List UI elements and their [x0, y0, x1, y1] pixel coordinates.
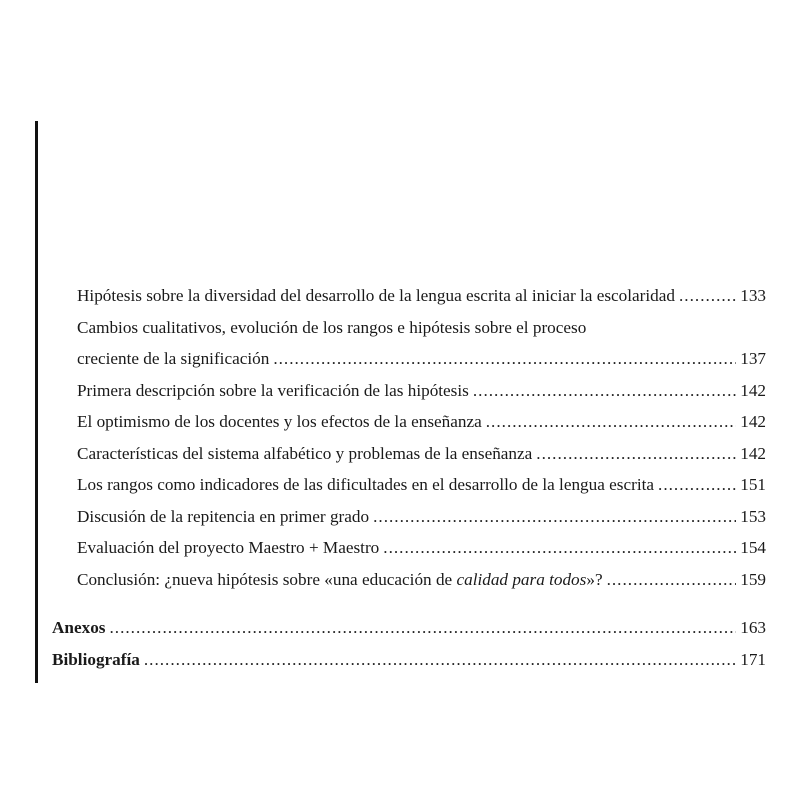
toc-entry[interactable] [52, 406, 766, 438]
toc-section-title: Bibliografía [52, 649, 140, 669]
toc-section-title: Anexos [52, 618, 106, 637]
dot-leader [144, 644, 736, 676]
table-of-contents [52, 280, 766, 675]
toc-entry-title: El optimismo de los docentes y los efectos de la enseñanza [77, 412, 482, 431]
dot-leader [658, 469, 736, 501]
toc-entry-title: Primera descripción sobre la verificación de las hipótesis [77, 380, 469, 400]
toc-entry-line1[interactable] [52, 312, 766, 344]
toc-entry-title: Cambios cualitativos, evolución de los rangos e hipótesis sobre el proceso [77, 317, 587, 337]
toc-entry[interactable] [52, 564, 766, 596]
title-italic: calidad para todos [456, 569, 587, 589]
toc-entry-page: 142 [740, 412, 766, 431]
toc-entry-title: Características del sistema alfabético y problemas de la enseñanza [77, 443, 533, 463]
toc-entry[interactable] [52, 532, 766, 564]
toc-section-page: 171 [740, 649, 766, 669]
toc-entry[interactable] [52, 469, 766, 501]
toc-section-anexos[interactable] [52, 612, 766, 644]
toc-entry-page: 153 [740, 506, 766, 526]
margin-rule [35, 121, 38, 683]
toc-entry-title [77, 564, 603, 596]
dot-leader [679, 280, 736, 312]
toc-entry-title: Evaluación del proyecto Maestro + Maestro [77, 538, 380, 557]
toc-section-bibliografia[interactable] [52, 644, 766, 676]
toc-entry-title-continued: creciente de la significación [77, 349, 270, 368]
dot-leader [486, 406, 736, 438]
toc-entry-title: Discusión de la repitencia en primer grado [77, 506, 370, 526]
toc-entry-page: 151 [740, 475, 766, 494]
dot-leader [273, 343, 736, 375]
toc-entry[interactable] [52, 438, 766, 470]
dot-leader [536, 438, 736, 470]
toc-section-page: 163 [740, 618, 766, 637]
toc-entry-page: 159 [740, 569, 766, 589]
toc-entry[interactable] [52, 501, 766, 533]
toc-entry-page: 142 [740, 443, 766, 463]
title-post: »? [586, 569, 603, 589]
toc-entry[interactable] [52, 280, 766, 312]
toc-entry[interactable] [52, 375, 766, 407]
dot-leader [473, 375, 736, 407]
toc-entry-title: Los rangos como indicadores de las dificultades en el desarrollo de la lengua escrita [77, 475, 655, 494]
dot-leader [109, 612, 736, 644]
toc-entry-page: 142 [740, 380, 766, 400]
dot-leader [607, 564, 737, 596]
toc-entry-page: 133 [740, 286, 766, 305]
toc-entry-line2[interactable] [52, 343, 766, 375]
toc-entry-page: 154 [740, 538, 766, 557]
title-pre: Conclusión: ¿nueva hipótesis sobre «una educación de [77, 569, 457, 589]
toc-entry-title: Hipótesis sobre la diversidad del desarrollo de la lengua escrita al iniciar la escolaridad [77, 286, 675, 305]
dot-leader [373, 501, 736, 533]
toc-entry-page: 137 [740, 349, 766, 368]
dot-leader [383, 532, 736, 564]
